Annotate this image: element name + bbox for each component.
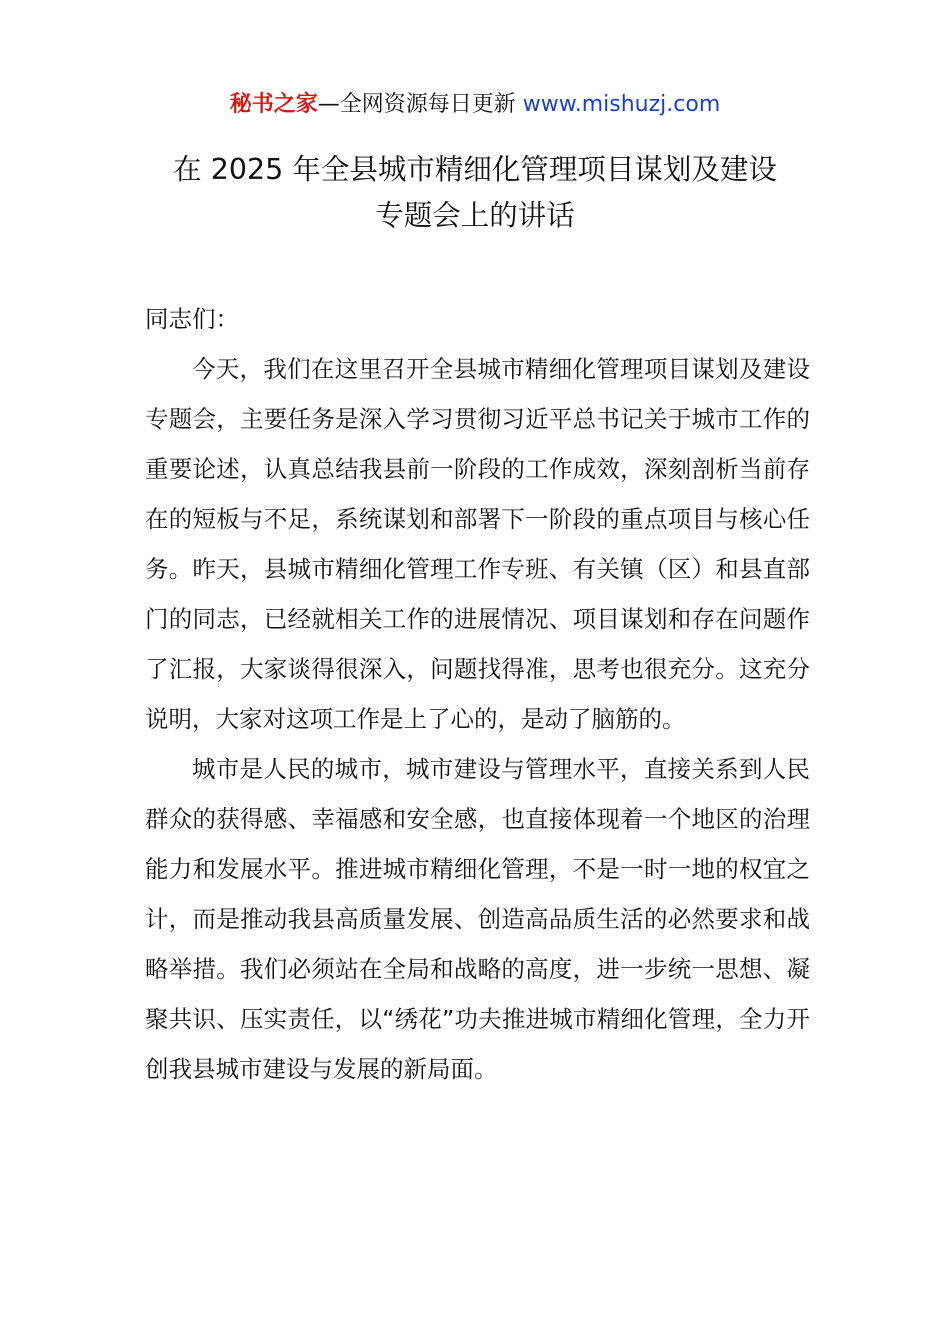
site-url[interactable]: www.mishuzj.com — [522, 92, 721, 117]
paragraph-1: 今天，我们在这里召开全县城市精细化管理项目谋划及建设专题会，主要任务是深入学习贯彻习近平总书记关于城市工作的重要论述，认真总结我县前一阶段的工作成效，深刻剖析当前存在的短板与不足，系统谋划和部署下一阶段的重点项目与核心任务。昨天，县城市精细化管理工作专班、有关镇（区）和县直部门的同志，已经就相关工作的进展情况、项目谋划和存在问题作了汇报，大家谈得很深入，问题找得准，思考也很充分。这充分说明，大家对这项工作是上了心的，是动了脑筋的。 — [145, 355, 810, 733]
paragraph-2: 城市是人民的城市，城市建设与管理水平，直接关系到人民群众的获得感、幸福感和安全感，也直接体现着一个地区的治理能力和发展水平。推进城市精细化管理，不是一时一地的权宜之计，而是推动我县高质量发展、创造高品质生活的必然要求和战略举措。我们必须站在全局和战略的高度，进一步统一思想、凝聚共识、压实责任，以“绣花”功夫推进城市精细化管理，全力开创我县城市建设与发展的新局面。 — [145, 755, 810, 1083]
salutation: 同志们： — [145, 305, 239, 333]
title-line-1: 在 2025 年全县城市精细化管理项目谋划及建设 — [173, 153, 777, 186]
title-line-2: 专题会上的讲话 — [375, 199, 575, 232]
brand-name: 秘书之家 — [229, 92, 318, 117]
site-header — [0, 88, 950, 122]
site-tagline: —全网资源每日更新 — [317, 92, 523, 117]
document-title — [120, 147, 830, 239]
document-body — [145, 294, 810, 1094]
